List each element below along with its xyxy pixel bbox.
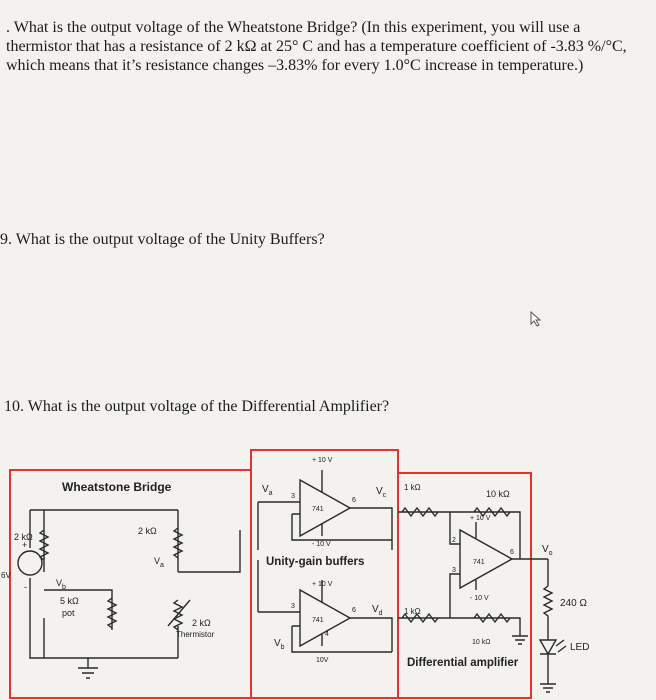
r-pot-sub: pot — [62, 608, 75, 618]
diffamp-r2-label: 1 kΩ — [404, 607, 421, 616]
r-top-right-label: 2 kΩ — [138, 526, 157, 536]
diffamp-vminus: - 10 V — [470, 595, 489, 602]
buffer-top-opamp — [300, 480, 350, 536]
question-text: What is the output voltage of the Unity Buffers? — [15, 231, 325, 248]
diffamp-pin3: 3 — [452, 567, 456, 574]
buffer-top-vplus: + 10 V — [312, 457, 333, 464]
diffamp-out: $V_o$ — [542, 544, 553, 557]
wheatstone-title: Wheatstone Bridge — [62, 480, 172, 494]
buffer-top-pin3: 3 — [291, 493, 295, 500]
thermistor — [168, 600, 190, 630]
diffamp-wires — [398, 512, 548, 636]
question-number: 9. — [0, 231, 12, 248]
buffer-bottom-vplus: + 10 V — [312, 581, 333, 588]
question-text: What is the output voltage of the Wheatstone Bridge? (In this experiment, you will use a thermistor that has a resistance of 2 kΩ at 25° C and has a temperature coefficient of -3.83 %/°C, which means that it’s resistance changes –3.83% for every 1.0°C increase in temperature.) — [6, 19, 627, 74]
voltage-source — [18, 551, 42, 575]
question-number: . — [6, 19, 10, 36]
node-b-label: $V_b$ — [56, 578, 66, 591]
diffamp-rf-label: 10 kΩ — [486, 489, 510, 499]
thermistor-label: Thermistor — [176, 630, 215, 639]
diffamp-pin2: 2 — [452, 537, 456, 544]
buffer-top-vminus: - 10 V — [312, 541, 331, 548]
buffer-bottom-pin3: 3 — [291, 603, 295, 610]
question-8 — [6, 18, 646, 75]
source-minus: - — [24, 582, 27, 592]
question-10 — [4, 397, 644, 416]
diffamp-r1-label: 1 kΩ — [404, 483, 421, 492]
mouse-cursor-icon — [529, 311, 543, 327]
source-label: 6V — [1, 571, 11, 580]
resistor-240 — [544, 586, 552, 640]
buffer-bottom-in: $V_b$ — [274, 638, 285, 651]
ground-symbol — [78, 668, 98, 678]
thermistor-value: 2 kΩ — [192, 618, 211, 628]
diffamp-pin6: 6 — [510, 549, 514, 556]
diffamp-opamp — [460, 530, 512, 588]
question-text: What is the output voltage of the Differential Amplifier? — [27, 398, 390, 415]
buffer-top-out: $V_c$ — [376, 486, 387, 499]
led-label: LED — [570, 642, 590, 653]
diffamp-chip: 741 — [473, 559, 485, 566]
buffer-bottom-out: $V_d$ — [372, 604, 383, 617]
node-a-wire — [178, 530, 240, 572]
led-symbol — [540, 640, 566, 672]
diffamp-rg-label: 10 kΩ — [472, 639, 491, 646]
r-pot-label: 5 kΩ — [60, 596, 79, 606]
buffer-bottom-pin6: 6 — [352, 607, 356, 614]
node-a-label: $V_a$ — [154, 556, 164, 569]
buffer-top-pin6: 6 — [352, 497, 356, 504]
buffer-top-in: $V_a$ — [262, 484, 273, 497]
buffers-label: Unity-gain buffers — [266, 556, 365, 568]
buffer-top-wires — [258, 470, 392, 550]
resistor-1k-top — [402, 508, 438, 516]
question-9 — [0, 230, 640, 249]
output-resistor-label: 240 Ω — [560, 598, 587, 609]
diffamp-label: Differential amplifier — [407, 657, 519, 669]
circuit-diagram — [0, 440, 656, 700]
question-number: 10. — [4, 398, 24, 415]
buffer-bottom-chip: 741 — [312, 617, 324, 624]
source-plus: + — [22, 540, 28, 550]
output-ground — [540, 684, 556, 692]
buffer-bottom-vminus: 10V — [316, 657, 329, 664]
buffer-bottom-pin4: 4 — [325, 631, 329, 638]
resistor-10k-ground — [474, 614, 510, 622]
buffer-top-chip: 741 — [312, 506, 324, 513]
r-top-left-label: 2 kΩ — [14, 532, 33, 542]
diffamp-vplus: + 10 V — [470, 515, 491, 522]
wheatstone-frame — [10, 470, 251, 698]
diffamp-ground — [512, 636, 528, 644]
